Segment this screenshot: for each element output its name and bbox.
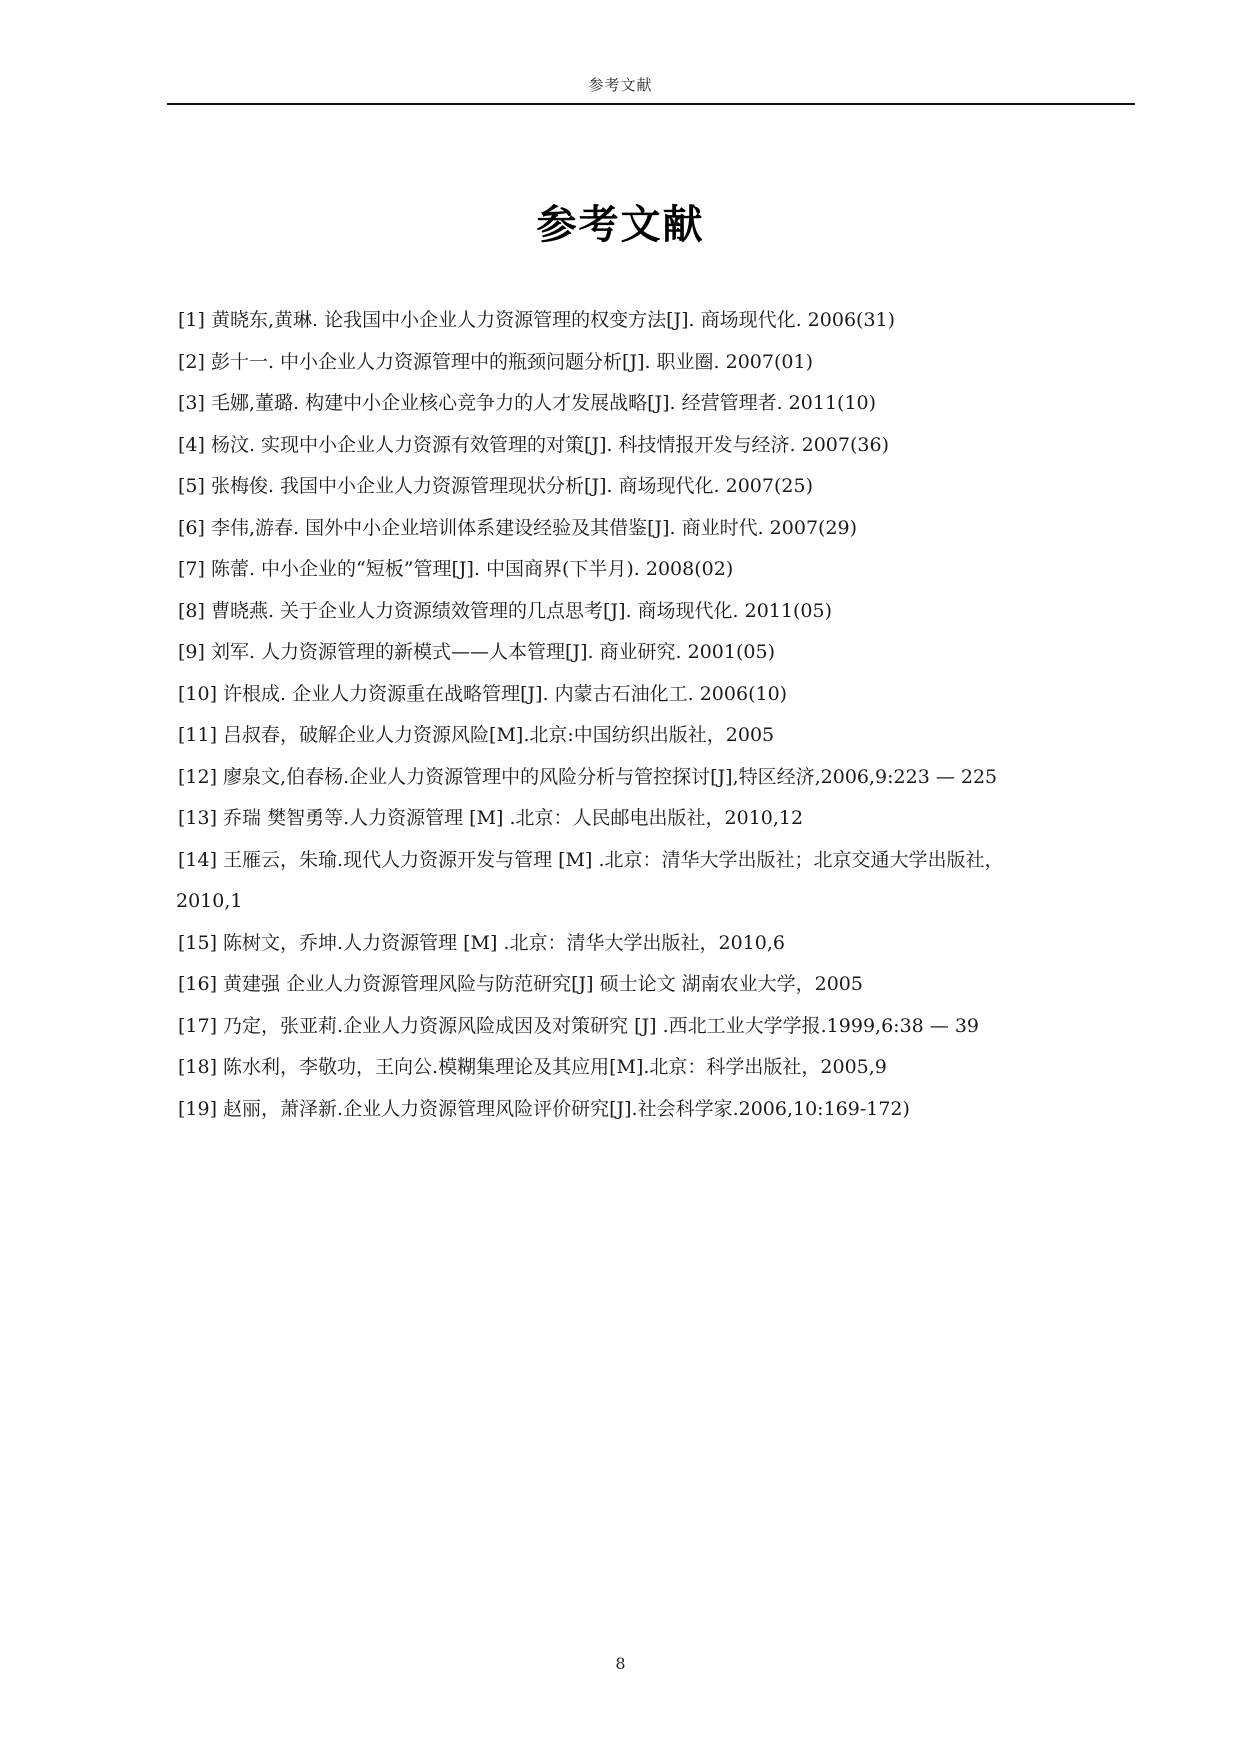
reference-item: [2] 彭十一. 中小企业人力资源管理中的瓶颈问题分析[J]. 职业圈. 2007(01) bbox=[178, 350, 813, 373]
reference-continuation: 2010,1 bbox=[176, 890, 243, 912]
reference-item: [7] 陈蕾. 中小企业的“短板”管理[J]. 中国商界(下半月). 2008(02) bbox=[178, 558, 734, 580]
header-rule bbox=[167, 103, 1135, 105]
reference-item: [19] 赵丽，萧泽新.企业人力资源管理风险评价研究[J].社会科学家.2006,10:169-172) bbox=[178, 1097, 910, 1120]
reference-item: [5] 张梅俊. 我国中小企业人力资源管理现状分析[J]. 商场现代化. 2007(25) bbox=[178, 475, 813, 497]
reference-item: [3] 毛娜,董璐. 构建中小企业核心竞争力的人才发展战略[J]. 经营管理者. 2011(10) bbox=[178, 392, 877, 414]
reference-item: [1] 黄晓东,黄琳. 论我国中小企业人力资源管理的权变方法[J]. 商场现代化. 2006(31) bbox=[178, 309, 896, 331]
reference-item: [6] 李伟,游春. 国外中小企业培训体系建设经验及其借鉴[J]. 商业时代. 2007(29) bbox=[178, 516, 858, 539]
reference-item: [18] 陈水利，李敬功，王向公.模糊集理论及其应用[M].北京：科学出版社，2005,9 bbox=[178, 1056, 887, 1078]
reference-item: [15] 陈树文，乔坤.人力资源管理 [M] .北京：清华大学出版社，2010,6 bbox=[178, 931, 785, 954]
reference-item: [11] 吕叔春，破解企业人力资源风险[M].北京:中国纺织出版社，2005 bbox=[178, 724, 775, 746]
running-header: 参考文献 bbox=[588, 76, 653, 94]
reference-item: [10] 许根成. 企业人力资源重在战略管理[J]. 内蒙古石油化工. 2006(10) bbox=[178, 682, 788, 705]
reference-item: [9] 刘军. 人力资源管理的新模式——人本管理[J]. 商业研究. 2001(05) bbox=[178, 641, 775, 663]
reference-item: [16] 黄建强 企业人力资源管理风险与防范研究[J] 硕士论文 湖南农业大学，2005 bbox=[178, 973, 863, 995]
reference-item: [17] 乃定，张亚莉.企业人力资源风险成因及对策研究 [J] .西北工业大学学报.1999,6:38 — 39 bbox=[178, 1014, 979, 1037]
page-number: 8 bbox=[615, 1654, 626, 1673]
reference-text: [14] 王雁云，朱瑜.现代人力资源开发与管理 [M] .北京：清华大学出版社；北京交通大学出版社， bbox=[178, 848, 1004, 871]
reference-item: [8] 曹晓燕. 关于企业人力资源绩效管理的几点思考[J]. 商场现代化. 2011(05) bbox=[178, 599, 832, 622]
reference-item: [12] 廖泉文,伯春杨.企业人力资源管理中的风险分析与管控探讨[J],特区经济,2006,9:223 — 225 bbox=[178, 765, 998, 788]
reference-list bbox=[178, 300, 1138, 1130]
reference-item: [4] 杨汶. 实现中小企业人力资源有效管理的对策[J]. 科技情报开发与经济. 2007(36) bbox=[178, 433, 889, 456]
page-title: 参考文献 bbox=[536, 201, 705, 248]
reference-item bbox=[178, 840, 1138, 923]
reference-item: [13] 乔瑞 樊智勇等.人力资源管理 [M] .北京：人民邮电出版社，2010,12 bbox=[178, 807, 804, 829]
